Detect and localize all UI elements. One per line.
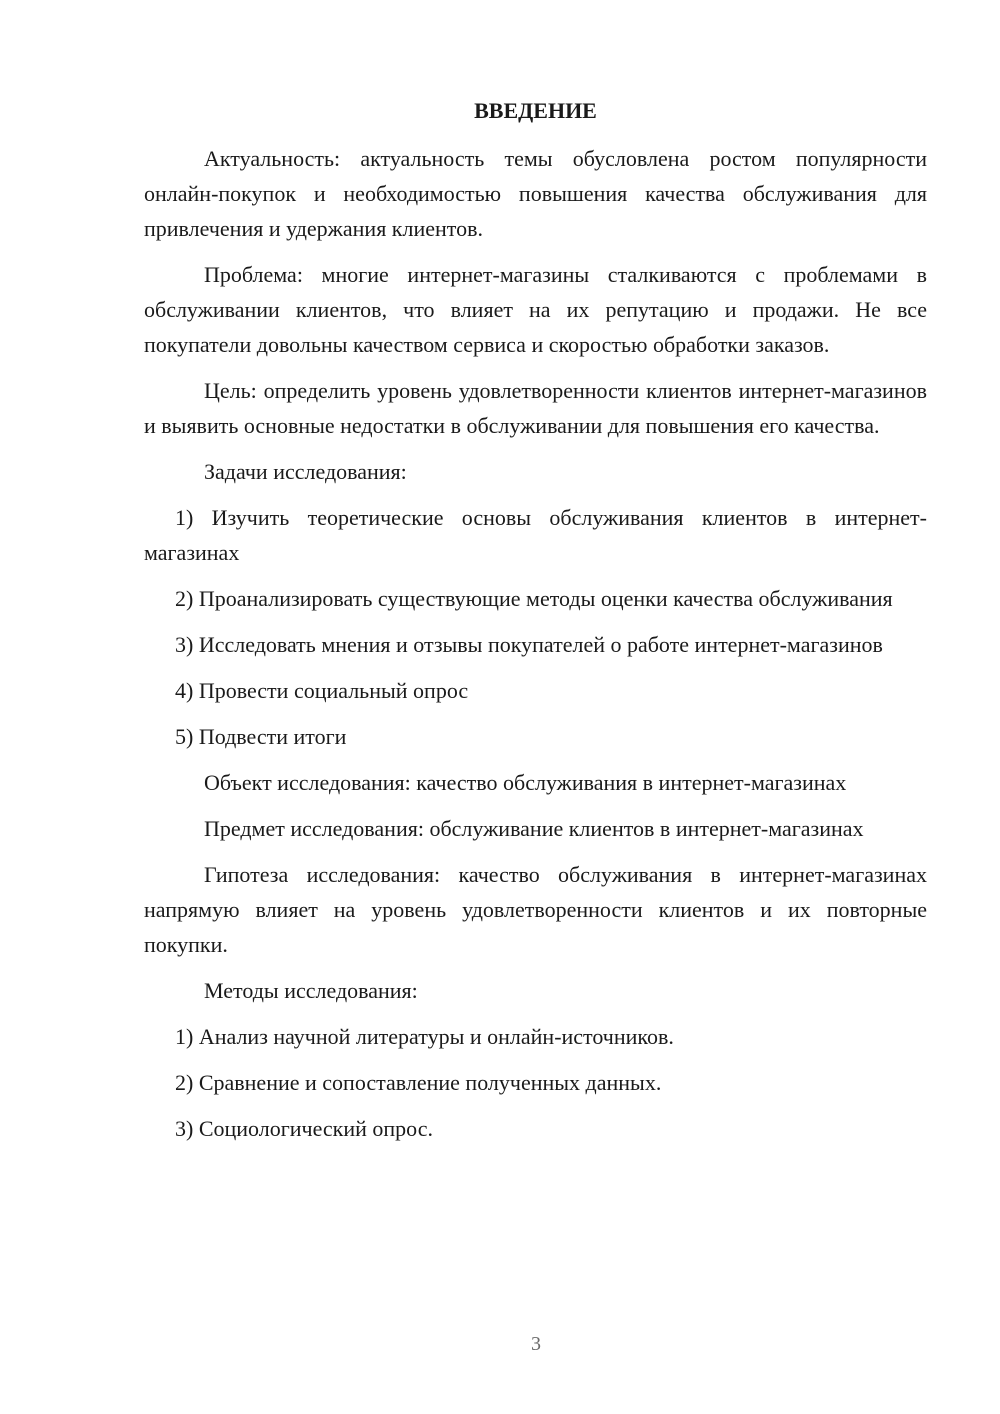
method-item-1: 1) Анализ научной литературы и онлайн-источников. [175, 1024, 674, 1049]
task-item-4: 4) Провести социальный опрос [175, 678, 469, 703]
page-content [144, 93, 927, 1157]
method-item-3: 3) Социологический опрос. [175, 1116, 433, 1141]
object-paragraph: Объект исследования: качество обслуживания в интернет-магазинах [204, 770, 847, 795]
task-item-5: 5) Подвести итоги [175, 724, 347, 749]
tasks-title: Задачи исследования: [204, 459, 407, 484]
task-item-2: 2) Проанализировать существующие методы оценки качества обслуживания [175, 586, 893, 611]
task-item-1: 1) Изучить теоретические основы обслуживания клиентов в интернет-магазинах [144, 505, 927, 565]
goal-paragraph: Цель: определить уровень удовлетворенности клиентов интернет-магазинов и выявить основные недостатки в обслуживании для повышения его качества. [144, 378, 927, 438]
task-item-3: 3) Исследовать мнения и отзывы покупателей о работе интернет-магазинов [175, 632, 883, 657]
hypothesis-paragraph: Гипотеза исследования: качество обслуживания в интернет-магазинах напрямую влияет на уровень удовлетворенности клиентов и их повторные покупки. [144, 862, 927, 957]
section-heading: ВВЕДЕНИЕ [474, 98, 597, 123]
problem-paragraph: Проблема: многие интернет-магазины сталкиваются с проблемами в обслуживании клиентов, что влияет на их репутацию и продажи. Не все покупатели довольны качеством сервиса и скоростью обработки заказов. [144, 262, 927, 357]
methods-title: Методы исследования: [204, 978, 418, 1003]
method-item-2: 2) Сравнение и сопоставление полученных данных. [175, 1070, 662, 1095]
relevance-paragraph: Актуальность: актуальность темы обусловлена ростом популярности онлайн-покупок и необходимостью повышения качества обслуживания для привлечения и удержания клиентов. [144, 146, 927, 241]
page-number: 3 [531, 1333, 541, 1355]
subject-paragraph: Предмет исследования: обслуживание клиентов в интернет-магазинах [204, 816, 864, 841]
